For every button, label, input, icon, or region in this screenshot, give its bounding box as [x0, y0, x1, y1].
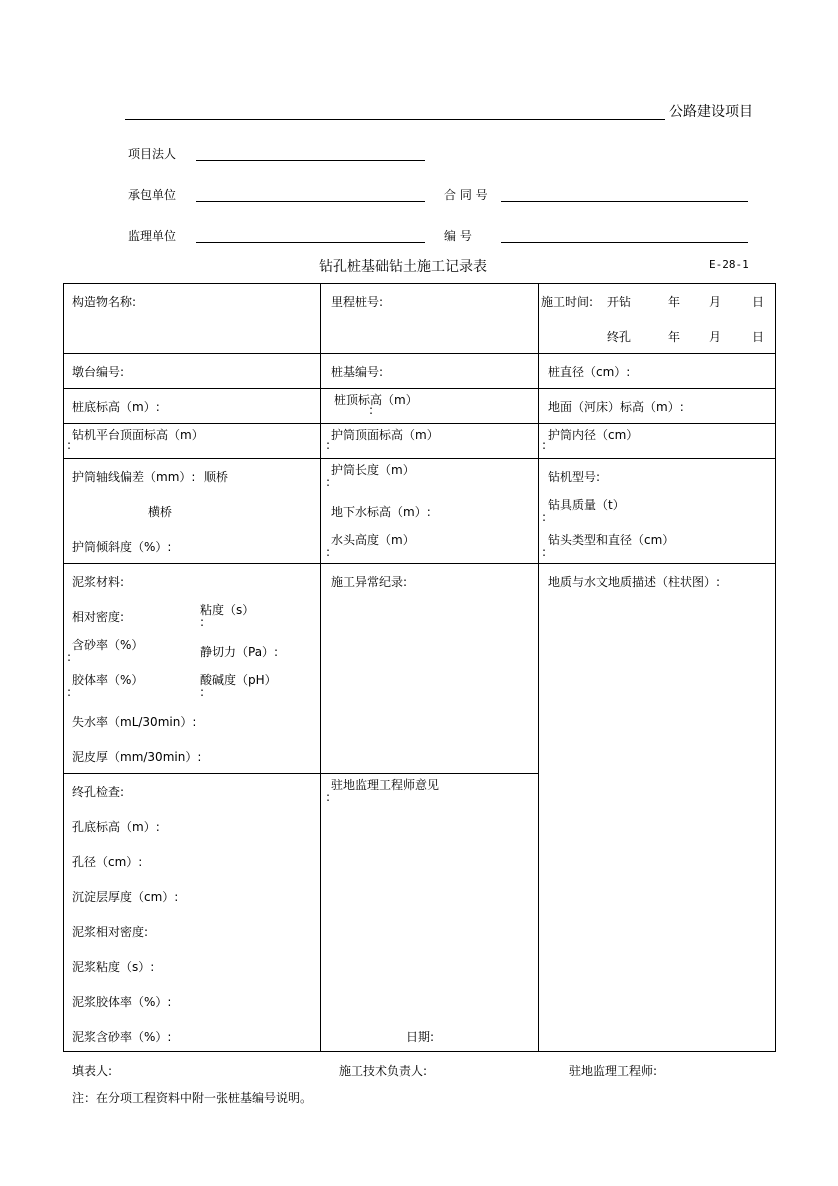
axis-deviation-label: 护筒轴线偏差（mm）: [72, 470, 196, 484]
mud-title: 泥浆材料: [72, 575, 125, 589]
sediment-label: 沉淀层厚度（cm）: [72, 890, 179, 904]
row-divider [63, 353, 776, 354]
colon: : [369, 403, 374, 417]
mud-colloid-label: 胶体率（%） [72, 673, 144, 687]
supervisor-label: 监理单位 [128, 229, 177, 243]
contract-no-field[interactable] [501, 201, 748, 202]
serial-no-label: 编 号 [444, 229, 472, 243]
end-label: 终孔 [607, 330, 632, 344]
colon: : [200, 615, 205, 629]
tool-mass-label: 钻具质量（t） [548, 498, 625, 512]
mud-viscosity-label: 粘度（s） [200, 603, 255, 617]
casing-tilt-label: 护筒倾斜度（%）: [72, 540, 172, 554]
pier-no-label: 墩台编号: [72, 365, 125, 379]
engineer-signature-label: 驻地监理工程师: [569, 1064, 658, 1078]
pile-bottom-label: 桩底标高（m）: [72, 400, 160, 414]
owner-label: 项目法人 [128, 147, 177, 161]
project-name-underline [125, 119, 665, 120]
row-divider [63, 423, 776, 424]
mud-sand-label: 含砂率（%） [72, 638, 144, 652]
tech-lead-label: 施工技术负责人: [339, 1064, 428, 1078]
hole-diameter-label: 孔径（cm）: [72, 855, 143, 869]
colon: : [67, 685, 72, 699]
pile-diameter-label: 桩直径（cm）: [548, 365, 631, 379]
final-mud-viscosity-label: 泥浆粘度（s）: [72, 960, 155, 974]
hole-bottom-label: 孔底标高（m）: [72, 820, 160, 834]
start-month: 月 [709, 295, 722, 309]
start-label: 开钻 [607, 295, 632, 309]
filler-label: 填表人: [72, 1064, 113, 1078]
time-label: 施工时间: [541, 295, 594, 309]
colon: : [200, 685, 205, 699]
colon: : [326, 545, 331, 559]
transverse-label: 横桥 [148, 505, 173, 519]
end-day: 日 [752, 330, 765, 344]
start-year: 年 [668, 295, 681, 309]
colon: : [542, 510, 547, 524]
mud-cake-label: 泥皮厚（mm/30min）: [72, 750, 202, 764]
mud-density-label: 相对密度: [72, 610, 125, 624]
serial-no-field[interactable] [501, 242, 748, 243]
colon: : [326, 438, 331, 452]
final-mud-sand-label: 泥浆含砂率（%）: [72, 1030, 172, 1044]
contractor-label: 承包单位 [128, 188, 177, 202]
casing-top-label: 护筒顶面标高（m） [331, 428, 439, 442]
project-suffix: 公路建设项目 [669, 104, 753, 120]
colon: : [326, 790, 331, 804]
footnote: 注：在分项工程资料中附一张桩基编号说明。 [72, 1091, 313, 1105]
groundwater-label: 地下水标高（m）: [331, 505, 431, 519]
form-title: 钻孔桩基础钻土施工记录表 [319, 259, 487, 275]
geology-label: 地质与水文地质描述（柱状图）: [548, 575, 721, 589]
colon: : [542, 545, 547, 559]
contractor-field[interactable] [196, 201, 425, 202]
row-divider [63, 388, 776, 389]
start-day: 日 [752, 295, 765, 309]
pile-no-label: 桩基编号: [331, 365, 384, 379]
engineer-opinion-label: 驻地监理工程师意见 [331, 778, 440, 792]
final-mud-colloid-label: 泥浆胶体率（%）: [72, 995, 172, 1009]
col-divider [320, 283, 321, 1052]
rig-model-label: 钻机型号: [548, 470, 601, 484]
owner-field[interactable] [196, 160, 425, 161]
end-year: 年 [668, 330, 681, 344]
colon: : [542, 438, 547, 452]
contract-no-label: 合 同 号 [444, 188, 488, 202]
row-divider [63, 458, 776, 459]
date-label: 日期: [406, 1030, 435, 1044]
casing-inner-label: 护筒内径（cm） [548, 428, 639, 442]
ground-level-label: 地面（河床）标高（m）: [548, 400, 684, 414]
abnormal-record-label: 施工异常纪录: [331, 575, 408, 589]
colon: : [67, 650, 72, 664]
supervisor-field[interactable] [196, 242, 425, 243]
form-code: E-28-1 [709, 258, 749, 271]
longitudinal-label: 顺桥 [204, 470, 229, 484]
col-divider [538, 283, 539, 1052]
mileage-label: 里程桩号: [331, 295, 384, 309]
water-head-label: 水头高度（m） [331, 533, 415, 547]
mud-water-loss-label: 失水率（mL/30min）: [72, 715, 197, 729]
colon: : [67, 438, 72, 452]
row-divider [63, 773, 538, 774]
colon: : [326, 475, 331, 489]
drill-bit-label: 钻头类型和直径（cm） [548, 533, 675, 547]
end-month: 月 [709, 330, 722, 344]
row-divider [63, 563, 776, 564]
pile-top-label: 桩顶标高（m） [334, 393, 418, 407]
mud-static-shear-label: 静切力（Pa）: [200, 645, 279, 659]
final-mud-density-label: 泥浆相对密度: [72, 925, 149, 939]
platform-level-label: 钻机平台顶面标高（m） [72, 428, 204, 442]
structure-name-label: 构造物名称: [72, 295, 137, 309]
casing-length-label: 护筒长度（m） [331, 463, 415, 477]
final-title: 终孔检查: [72, 785, 125, 799]
mud-ph-label: 酸碱度（pH） [200, 673, 277, 687]
